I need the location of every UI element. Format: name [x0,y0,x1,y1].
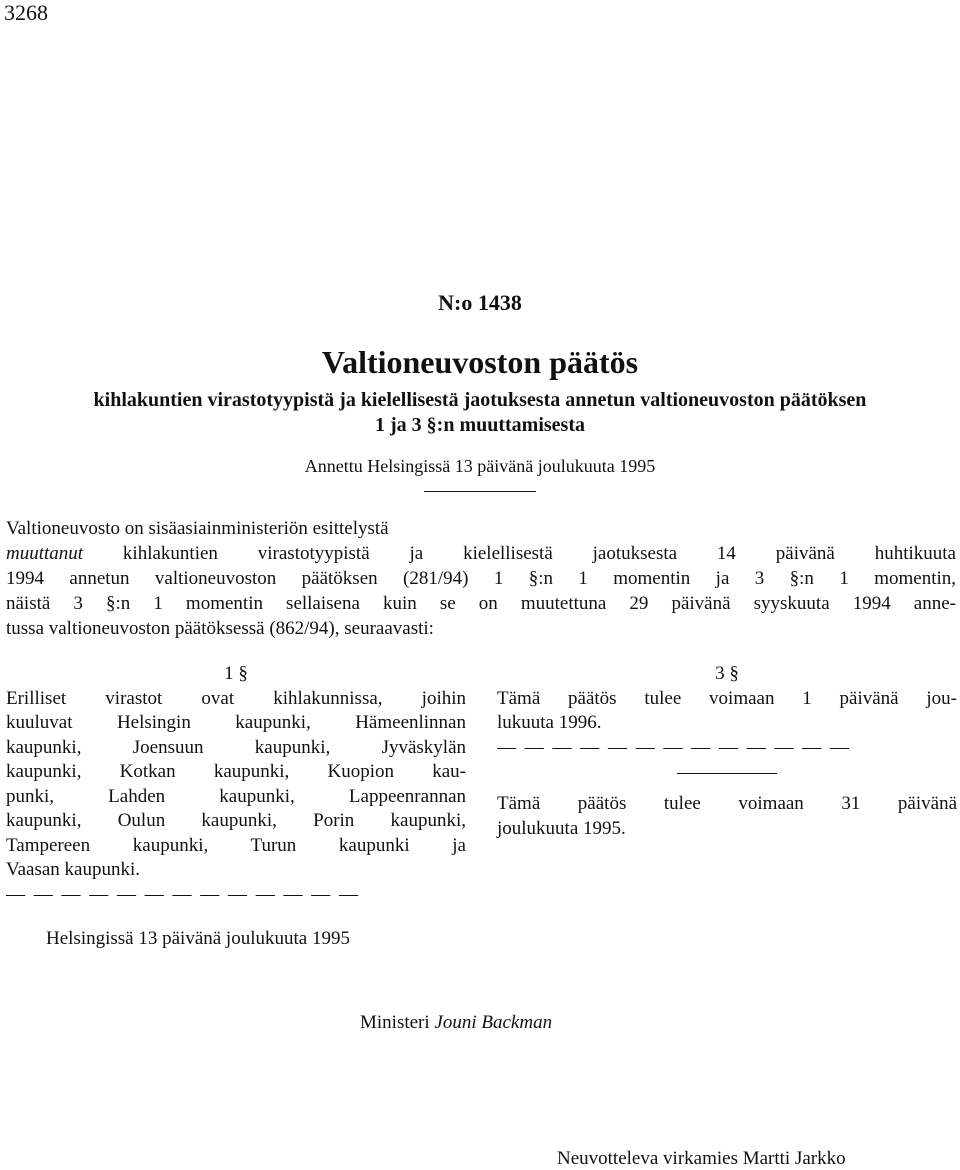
section-3-line-1: Tämä päätös tulee voimaan 1 päivänä jou- [497,687,957,709]
preamble [6,516,956,641]
preamble-line-2 [6,541,956,566]
preamble-italic-verb: muuttanut [6,543,84,564]
section-1-line: kaupunki, Joensuun kaupunki, Jyväskylän [6,736,466,758]
section-3 [497,662,957,841]
document-number: N:o 1438 [438,290,522,315]
issued-date-line: Annettu Helsingissä 13 päivänä joulukuuta 1995 [304,456,656,476]
title-divider [424,491,536,492]
document-title: Valtioneuvoston päätös [321,344,639,380]
subtitle-line-1: kihlakuntien virastotyypistä ja kielellisestä jaotuksesta annetun valtioneuvoston päätöksen [93,389,867,411]
section-1-line: Erilliset virastot ovat kihlakunnissa, joihin [6,687,466,709]
document-subtitle [0,388,960,438]
entry-into-force-line-2: joulukuuta 1995. [497,817,626,839]
rule-spacer [497,760,957,792]
section-1-last-line: Vaasan kaupunki. [6,859,141,880]
section-1-heading: 1 § [224,663,248,684]
section-3-omission-dashes: — — — — — — — — — — — — — [497,736,851,758]
section-1-line: kaupunki, Kotkan kaupunki, Kuopion kau- [6,761,466,782]
section-1 [6,662,466,907]
section-1-line: punki, Lahden kaupunki, Lappeenrannan [6,785,466,807]
section-1-line: Tampereen kaupunki, Turun kaupunki ja [6,834,466,856]
preamble-line-4: näistä 3 §:n 1 momentin sellaisena kuin se on muutettuna 29 päivänä syyskuuta 1994 anne- [6,593,956,614]
preamble-line-2-rest: kihlakuntien virastotyypistä ja kielellisestä jaotuksesta 14 päivänä huhtikuuta [83,543,956,564]
page-number: 3268 [4,0,48,25]
section-1-line: kuuluvat Helsingin kaupunki, Hämeenlinnan [6,712,466,733]
minister-signature [360,1012,552,1034]
subtitle-line-2: 1 ja 3 §:n muuttamisesta [375,414,585,436]
section-1-omission-dashes: — — — — — — — — — — — — — [6,883,360,905]
place-and-date: Helsingissä 13 päivänä joulukuuta 1995 [46,928,350,949]
minister-name: Jouni Backman [434,1012,553,1033]
section-3-line-2: lukuuta 1996. [497,712,602,733]
minister-title: Ministeri [360,1012,430,1033]
section-divider [677,773,777,774]
advisor-signature: Neuvotteleva virkamies Martti Jarkko [557,1148,846,1169]
section-3-heading: 3 § [715,663,739,684]
section-1-line: kaupunki, Oulun kaupunki, Porin kaupunki, [6,810,466,831]
entry-into-force-line-1: Tämä päätös tulee voimaan 31 päivänä [497,793,957,814]
preamble-line-5: tussa valtioneuvoston päätöksessä (862/94), seuraavasti: [6,618,434,639]
preamble-line-3: 1994 annetun valtioneuvoston päätöksen (281/94) 1 §:n 1 momentin ja 3 §:n 1 momentin, [6,568,956,589]
preamble-line-1: Valtioneuvosto on sisäasiainministeriön esittelystä [6,518,389,539]
